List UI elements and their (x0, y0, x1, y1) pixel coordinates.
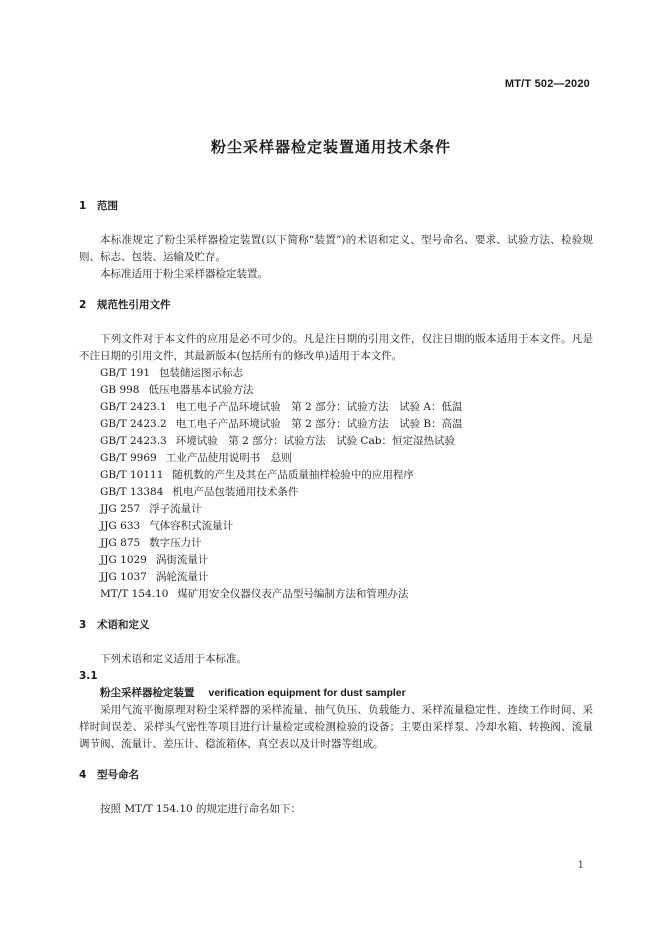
reference-code: GB/T 10111 (100, 469, 164, 481)
reference-code: GB/T 9969 (100, 452, 157, 464)
terms-intro: 下列术语和定义适用于本标准。 (100, 653, 247, 665)
reference-item (79, 365, 593, 382)
reference-name: 涡轮流量计 (155, 571, 209, 583)
term-number: 3.1 (79, 670, 98, 682)
reference-item (79, 518, 593, 535)
reference-code: GB/T 2423.2 (100, 418, 167, 430)
reference-code: JJG 1037 (100, 571, 147, 583)
section-number: 2 (79, 299, 87, 311)
reference-name: 包装储运图示标志 (159, 367, 244, 379)
section-title: 术语和定义 (97, 619, 150, 631)
reference-item (79, 382, 593, 399)
reference-item (79, 450, 593, 467)
reference-name: 机电产品包装通用技术条件 (172, 486, 299, 498)
page-number: 1 (577, 860, 584, 871)
document-body (79, 198, 593, 818)
section-4-heading (79, 767, 593, 784)
standard-code: MT/T 502—2020 (504, 78, 590, 90)
reference-name: 煤矿用安全仪器仪表产品型号编制方法和管理办法 (177, 588, 409, 600)
reference-item (79, 416, 593, 433)
reference-code: JJG 1029 (100, 554, 147, 566)
reference-code: JJG 257 (100, 503, 141, 515)
reference-name: 工业产品使用说明书 总则 (165, 452, 292, 464)
reference-name: 数字压力计 (149, 537, 202, 549)
reference-name: 浮子流量计 (149, 503, 202, 515)
section-1-heading (79, 198, 593, 215)
reference-code: GB/T 191 (100, 367, 151, 379)
reference-item (79, 484, 593, 501)
reference-item (79, 433, 593, 450)
reference-name: 低压电器基本试验方法 (148, 384, 254, 396)
reference-code: JJG 633 (100, 520, 141, 532)
term-chinese: 粉尘采样器检定装置 (100, 687, 195, 699)
section-title: 型号命名 (97, 769, 139, 781)
section-number: 1 (79, 200, 87, 212)
term-entry (79, 685, 593, 702)
model-naming-intro: 按照 MT/T 154.10 的规定进行命名如下： (100, 803, 302, 815)
references-intro: 下列文件对于本文件的应用是必不可少的。凡是注日期的引用文件，仅注日期的版本适用于本文件。凡是不注日期的引用文件，其最新版本(包括所有的修改单)适用于本文件。 (79, 333, 593, 362)
reference-code: GB/T 13384 (100, 486, 164, 498)
reference-code: GB/T 2423.1 (100, 401, 167, 413)
section-number: 3 (79, 619, 87, 631)
reference-item (79, 535, 593, 552)
section-number: 4 (79, 769, 87, 781)
reference-name: 电工电子产品环境试验 第 2 部分：试验方法 试验 B：高温 (175, 418, 463, 430)
term-definition: 采用气流平衡原理对粉尘采样器的采样流量、抽气负压、负载能力、采样流量稳定性、连续工作时间、采样时间误差、采样头气密性等项目进行计量检定或检测检验的设备；主要由采样泵、冷却水箱、转换阀、流量调节阀、流量计、差压计、稳流箱体、真空表以及计时器等组成。 (79, 704, 593, 750)
section-3-heading (79, 617, 593, 634)
reference-name: 环境试验 第 2 部分：试验方法 试验 Cab：恒定湿热试验 (175, 435, 455, 447)
term-english: verification equipment for dust sampler (208, 687, 406, 699)
reference-item (79, 569, 593, 586)
reference-item (79, 586, 593, 603)
reference-item (79, 552, 593, 569)
reference-list (79, 365, 593, 603)
scope-paragraph-1: 本标准规定了粉尘采样器检定装置(以下简称“装置”)的术语和定义、型号命名、要求、试验方法、检验规则、标志、包装、运输及贮存。 (79, 234, 593, 263)
reference-code: JJG 875 (100, 537, 141, 549)
reference-code: MT/T 154.10 (100, 588, 169, 600)
reference-name: 电工电子产品环境试验 第 2 部分：试验方法 试验 A：低温 (175, 401, 463, 413)
reference-name: 涡街流量计 (155, 554, 209, 566)
reference-item (79, 467, 593, 484)
section-title: 范围 (97, 200, 118, 212)
reference-item (79, 501, 593, 518)
reference-name: 随机数的产生及其在产品质量抽样检验中的应用程序 (172, 469, 414, 481)
reference-code: GB 998 (100, 384, 140, 396)
reference-code: GB/T 2423.3 (100, 435, 167, 447)
scope-paragraph-2: 本标准适用于粉尘采样器检定装置。 (100, 268, 268, 280)
section-2-heading (79, 297, 593, 314)
document-title: 粉尘采样器检定装置通用技术条件 (210, 138, 451, 156)
reference-item (79, 399, 593, 416)
reference-name: 气体容积式流量计 (149, 520, 234, 532)
section-title: 规范性引用文件 (97, 299, 171, 311)
